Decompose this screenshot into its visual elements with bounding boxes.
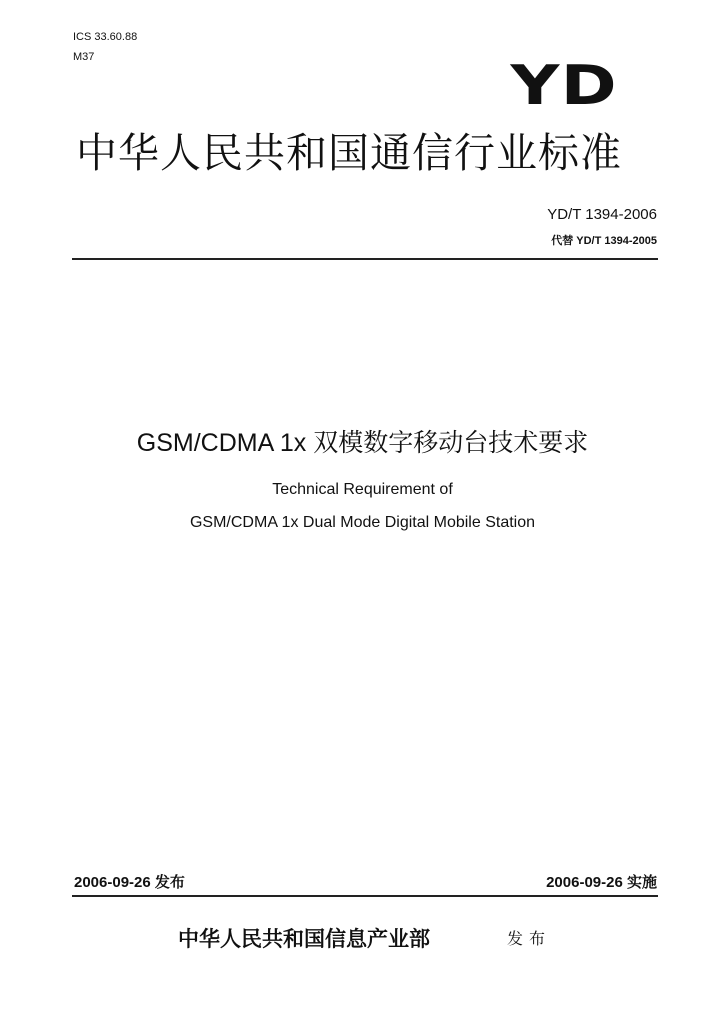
- top-divider: [72, 258, 658, 260]
- standard-number: YD/T 1394-2006: [547, 206, 657, 223]
- document-title-english-line1: Technical Requirement of: [272, 481, 453, 498]
- issue-date: 2006-09-26 发布: [74, 874, 185, 891]
- issuing-authority: 中华人民共和国信息产业部: [178, 926, 430, 951]
- implementation-date: 2006-09-26 实施: [546, 874, 657, 891]
- bottom-divider: [72, 895, 658, 897]
- issued-label: 发布: [507, 929, 552, 948]
- replaces-standard: 代替 YD/T 1394-2005: [551, 235, 657, 247]
- document-title-english-line2: GSM/CDMA 1x Dual Mode Digital Mobile Station: [189, 514, 536, 531]
- ics-code: ICS 33.60.88: [73, 31, 138, 43]
- document-title-chinese: GSM/CDMA 1x 双模数字移动台技术要求: [136, 429, 589, 457]
- classification-code: M37: [73, 51, 95, 63]
- standard-category-title: 中华人民共和国通信行业标准: [76, 129, 622, 177]
- yd-logo: YD: [510, 54, 618, 117]
